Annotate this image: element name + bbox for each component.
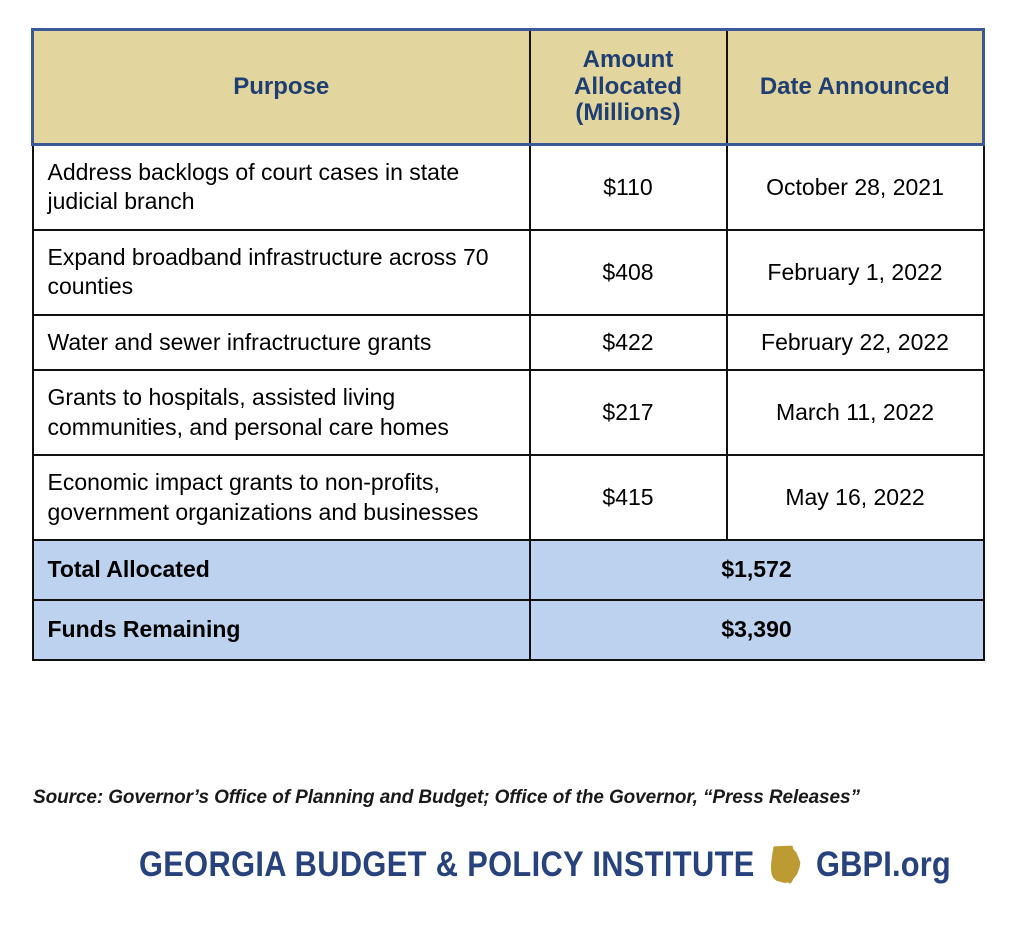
allocations-table-container (31, 28, 982, 661)
table-header (33, 30, 984, 145)
table-row (33, 455, 984, 540)
table-row (33, 145, 984, 230)
summary-label-total-allocated: Total Allocated (33, 540, 530, 600)
table-body (33, 145, 984, 540)
column-header-purpose: Purpose (33, 30, 530, 145)
summary-label-funds-remaining: Funds Remaining (33, 600, 530, 660)
column-header-amount-allocated (530, 30, 727, 145)
header-row (33, 30, 984, 145)
table-row (33, 315, 984, 370)
column-header-amount-line3: (Millions) (575, 99, 681, 127)
cell-date: October 28, 2021 (727, 145, 984, 230)
table-row (33, 230, 984, 315)
cell-amount: $110 (530, 145, 727, 230)
arpa-allocations-table (31, 28, 985, 661)
table-row (33, 370, 984, 455)
source-note: Source: Governor’s Office of Planning and Budget; Office of the Governor, “Press Releases” (33, 787, 860, 808)
column-header-amount-line2: Allocated (573, 72, 683, 100)
summary-row-total-allocated (33, 540, 984, 600)
cell-purpose: Expand broadband infrastructure across 70 counties (33, 230, 530, 315)
cell-purpose: Economic impact grants to non-profits, government organizations and businesses (33, 455, 530, 540)
cell-purpose: Address backlogs of court cases in state judicial branch (33, 145, 530, 230)
column-header-date-announced: Date Announced (727, 30, 984, 145)
cell-date: February 22, 2022 (727, 315, 984, 370)
cell-date: February 1, 2022 (727, 230, 984, 315)
cell-amount: $415 (530, 455, 727, 540)
cell-purpose: Water and sewer infractructure grants (33, 315, 530, 370)
gbpi-wordmark: GEORGIA BUDGET & POLICY INSTITUTE (138, 845, 755, 884)
summary-value-total-allocated: $1,572 (530, 540, 984, 600)
cell-date: March 11, 2022 (727, 370, 984, 455)
cell-amount: $217 (530, 370, 727, 455)
cell-amount: $408 (530, 230, 727, 315)
table-summary (33, 540, 984, 660)
georgia-state-shape-icon (768, 845, 802, 885)
summary-row-funds-remaining (33, 600, 984, 660)
gbpi-footer-logo (0, 845, 1024, 885)
cell-amount: $422 (530, 315, 727, 370)
summary-value-funds-remaining: $3,390 (530, 600, 984, 660)
cell-date: May 16, 2022 (727, 455, 984, 540)
cell-purpose: Grants to hospitals, assisted living communities, and personal care homes (33, 370, 530, 455)
gbpi-url: GBPI.org (816, 845, 952, 884)
column-header-amount-line1: Amount (582, 45, 674, 73)
